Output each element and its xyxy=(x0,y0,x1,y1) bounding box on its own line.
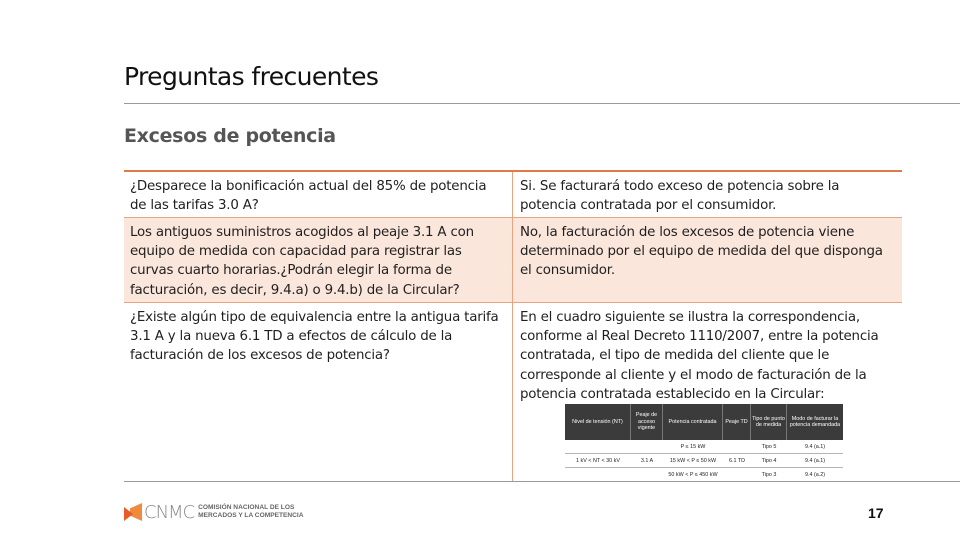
potencia-cell: 15 kW < P ≤ 50 kW xyxy=(669,457,717,464)
tipo-cell: Tipo 3 xyxy=(761,471,777,478)
header-cell: Modo de facturar la potencia demandada xyxy=(789,415,841,428)
faq-answer: Si. Se facturará todo exceso de potencia sobre la potencia contratada por el consumidor. xyxy=(520,179,840,214)
faq-question: Los antiguos suministros acogidos al peaje 3.1 A con equipo de medida con capacidad para registrar las curvas cuarto horarias.¿Podrán elegir la forma de facturación, es decir, 9.4.a) o 9.4.b) de la Circular? xyxy=(130,225,474,298)
faq-row xyxy=(124,218,902,303)
tipo-cell: Tipo 4 xyxy=(761,457,777,464)
column-divider xyxy=(512,172,513,481)
faq-row xyxy=(124,172,902,218)
slide-subtitle: Excesos de potencia xyxy=(124,125,336,147)
peaje-vigente-cell: 3.1 A xyxy=(640,457,654,464)
cnmc-logo xyxy=(124,500,304,524)
correspondence-body xyxy=(565,440,843,480)
potencia-cell: P ≤ 15 kW xyxy=(680,443,706,450)
logo-line-1: COMISIÓN NACIONAL DE LOS xyxy=(198,504,295,511)
tension-cell: 1 kV < NT < 30 kV xyxy=(576,457,620,464)
correspondence-header xyxy=(565,404,843,440)
cnmc-logo-icon xyxy=(124,503,142,521)
header-cell: Tipo de punto de medida xyxy=(751,404,787,440)
slide-title: Preguntas frecuentes xyxy=(124,62,379,91)
modo-cell: 9.4 (a.1) xyxy=(804,457,826,464)
potencia-cell: 50 kW < P ≤ 450 kW xyxy=(668,471,718,478)
logo-subtitle xyxy=(198,504,303,520)
peaje-td-cell: 6.1 TD xyxy=(728,457,746,464)
tipo-cell: Tipo 5 xyxy=(761,443,777,450)
table-row xyxy=(565,440,843,454)
header-cell: Peaje TD xyxy=(723,404,751,440)
faq-answer: En el cuadro siguiente se ilustra la correspondencia, conforme al Real Decreto 1110/2007, entre la potencia contratada, el tipo de medida del cliente que le corresponde al cliente y el modo de facturación de la potencia contratada establecido en la Circular: xyxy=(520,310,879,402)
header-cell: Potencia contratada xyxy=(663,404,723,440)
table-row xyxy=(565,468,843,482)
modo-cell: 9.4 (a.1) xyxy=(804,443,826,450)
title-divider xyxy=(124,103,960,104)
table-row xyxy=(565,454,843,468)
faq-answer: No, la facturación de los excesos de potencia viene determinado por el equipo de medida del que disponga el consumidor. xyxy=(520,225,883,279)
logo-line-2: MERCADOS Y LA COMPETENCIA xyxy=(198,512,304,519)
footer-divider xyxy=(124,481,960,482)
faq-question: ¿Desparece la bonificación actual del 85% de potencia de las tarifas 3.0 A? xyxy=(130,179,487,214)
header-cell: Peaje de acceso vigente xyxy=(631,404,663,440)
logo-wordmark: CNMC xyxy=(144,501,195,523)
correspondence-table xyxy=(565,404,843,480)
page-number: 17 xyxy=(868,505,884,521)
modo-cell: 9.4 (a.2) xyxy=(804,471,826,478)
header-cell: Nivel de tensión (NT) xyxy=(565,404,631,440)
faq-question: ¿Existe algún tipo de equivalencia entre la antigua tarifa 3.1 A y la nueva 6.1 TD a efectos de cálculo de la facturación de los excesos de potencia? xyxy=(130,310,499,364)
